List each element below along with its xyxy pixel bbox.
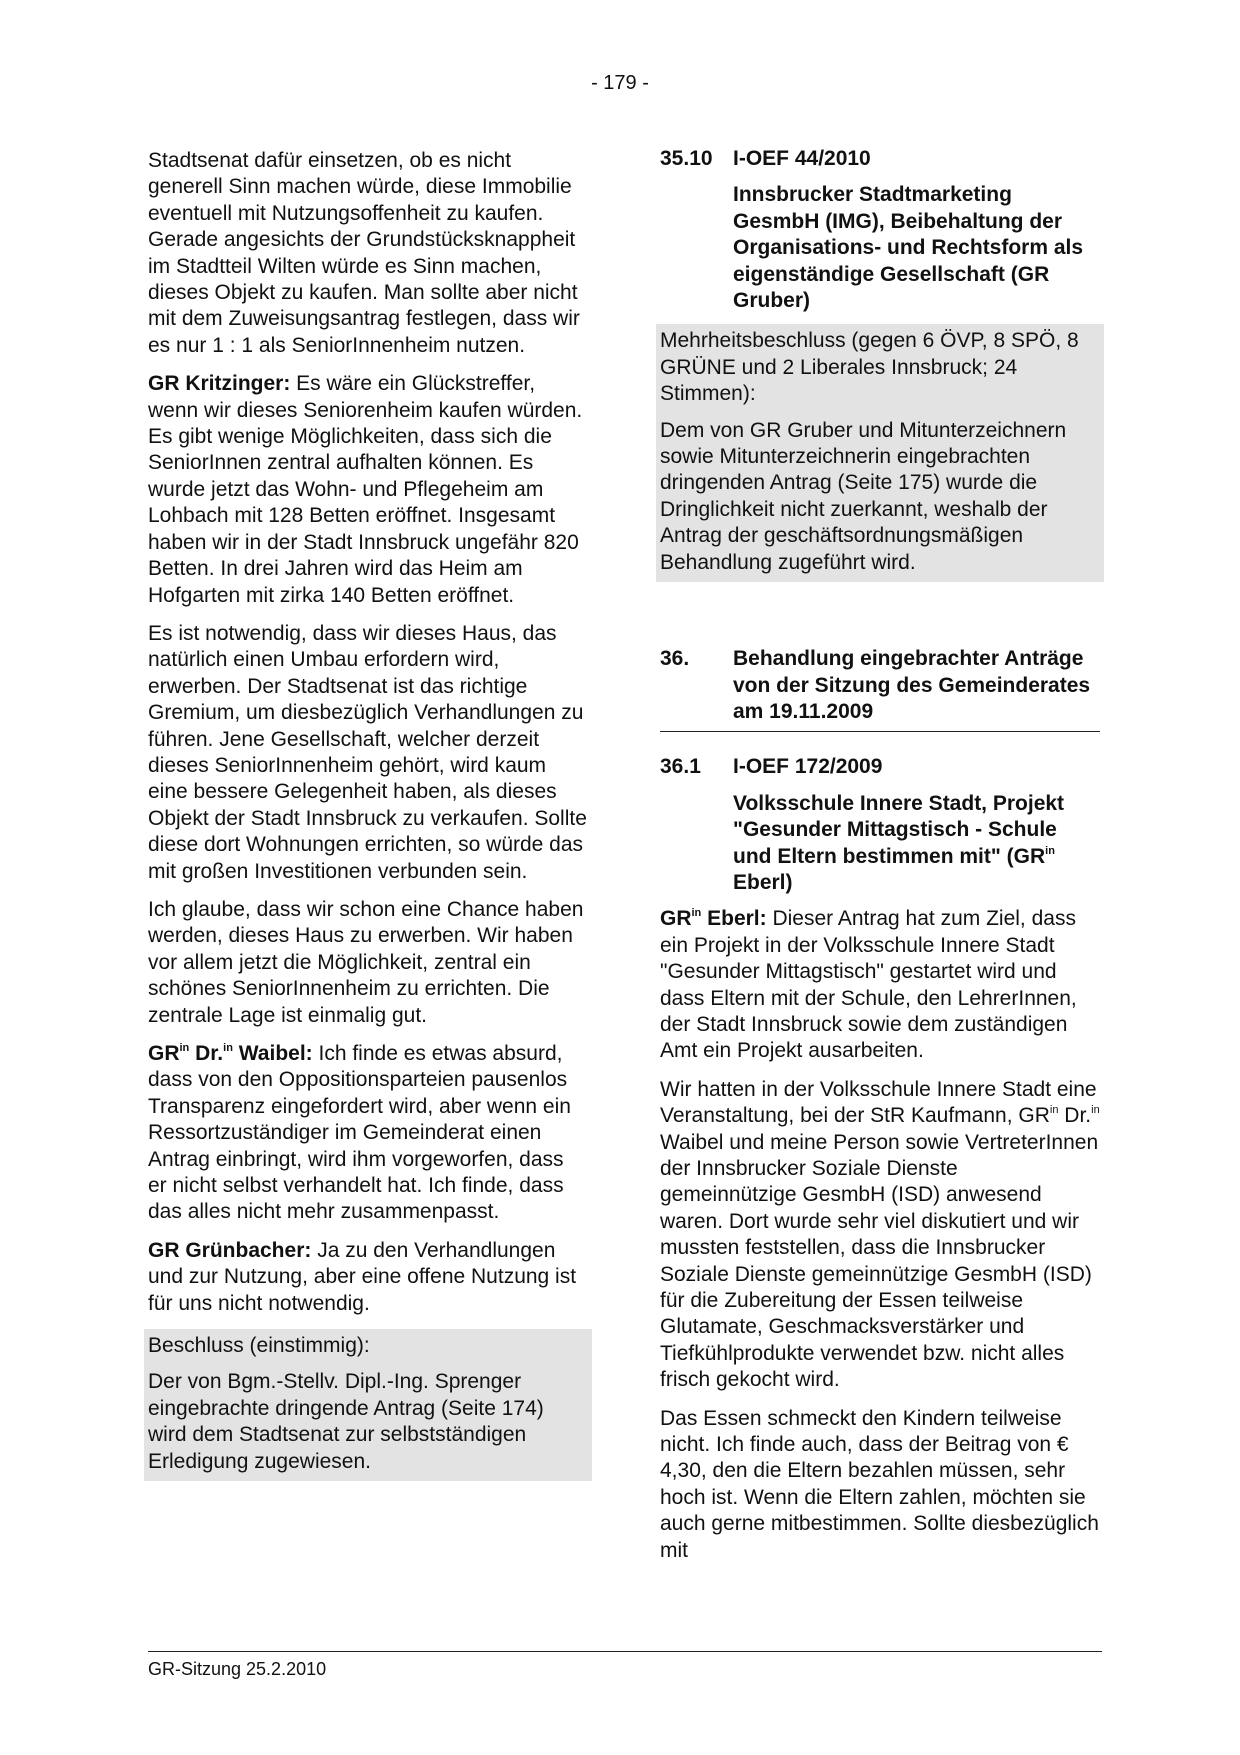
decision-box [656,324,1104,582]
agenda-subtitle: Volksschule Innere Stadt, Projekt "Gesunder Mittagstisch - Schule und Eltern bestimmen mit" ($GR^{in}$ Eberl) [733,791,1065,894]
speech-waibel [148,1041,588,1226]
speaker-name: GR Kritzinger: [148,372,291,396]
page-number: - 179 - [591,72,649,94]
agenda-item-36 [660,646,1100,725]
paragraph: Ich glaube, dass wir schon eine Chance haben werden, dieses Haus zu erwerben. Wir haben vor allem jetzt die Möglichkeit, zentral ein schönes SeniorInnenheim zu errichten. Die zentrale Lage ist einmalig gut. [148,897,584,1027]
speaker-name: $GR^{in}$ Eberl: [660,907,767,931]
agenda-subtitle: Innsbrucker Stadtmarketing GesmbH (IMG), Beibehaltung der Organisations- und Rechtsform als eigenständige Gesellschaft (GR Gruber) [733,183,1084,313]
speech-kritzinger [148,371,588,609]
paragraph: Das Essen schmeckt den Kindern teilweise nicht. Ich finde auch, dass der Beitrag von € 4,30, den die Eltern bezahlen müssen, sehr hoch ist. Wenn die Eltern zahlen, möchten sie auch gerne mitbestimmen. Sollte diesbezüglich mit [660,1406,1099,1562]
decision-title: Beschluss (einstimmig): [148,1334,370,1358]
speaker-name: GR Grünbacher: [148,1238,312,1262]
agenda-title: I-OEF 172/2009 [733,755,883,779]
right-column [660,148,1100,1576]
section-divider [660,731,1100,732]
speech-gruenbacher [148,1238,588,1317]
paragraph: Es ist notwendig, dass wir dieses Haus, das natürlich einen Umbau erfordern wird, erwerben. Der Stadtsenat ist das richtige Gremium, um diesbezüglich Verhandlungen zu führen. Jene Gesellschaft, welcher derzeit dieses SeniorInnenheim gehört, wird kaum eine bessere Gelegenheit haben, als dieses Objekt der Stadt Innsbruck zu verkaufen. Sollte diese dort Wohnungen errichten, so würde das mit großen Investitionen verbunden sein. [148,621,587,883]
footer-text: GR-Sitzung 25.2.2010 [148,1659,327,1679]
agenda-title: Behandlung eingebrachter Anträge von der Sitzung des Gemeinderates am 19.11.2009 [733,647,1091,723]
speech-text: Es wäre ein Glückstreffer, wenn wir dieses Seniorenheim kaufen würden. Es gibt wenige Möglichkeiten, dass sich die SeniorInnen zentral aufhalten können. Es wurde jetzt das Wohn- und Pflegeheim am Lohbach mit 128 Betten eröffnet. Insgesamt haben wir in der Stadt Innsbruck ungefähr 820 Betten. In drei Jahren wird das Heim am Hofgarten mit zirka 140 Betten eröffnet. [148,372,583,607]
agenda-number: 36. [660,647,690,671]
decision-text: Der von Bgm.-Stellv. Dipl.-Ing. Sprenger eingebrachte dringende Antrag (Seite 174) wird dem Stadtsenat zur selbstständigen Erledigung zugewiesen. [148,1370,544,1473]
footer-divider [148,1651,1102,1652]
agenda-number: 36.1 [660,755,701,779]
left-column [148,148,588,1481]
decision-title: Mehrheitsbeschluss (gegen 6 ÖVP, 8 SPÖ, 8 GRÜNE und 2 Liberales Innsbruck; 24 Stimmen): [660,329,1079,406]
decision-text: Dem von GR Gruber und Mitunterzeichnern sowie Mitunterzeichnerin eingebrachten dringenden Antrag (Seite 175) wurde die Dringlichkeit nicht zuerkannt, weshalb der Antrag der geschäftsordnungsmäßigen Behandlung zugeführt wird. [660,418,1067,574]
speech-text: Ja zu den Verhandlungen und zur Nutzung, aber eine offene Nutzung ist für uns nicht notwendig. [148,1238,577,1315]
speech-text: Ich finde es etwas absurd, dass von den Oppositionsparteien pausenlos Transparenz eingefordert wird, aber wenn ein Ressortzuständiger im Gemeinderat einen Antrag einbringt, wird ihm vorgeworfen, dass er nicht selbst verhandelt hat. Ich finde, dass das alles nicht mehr zusammenpasst. [148,1042,571,1224]
speech-text: Dieser Antrag hat zum Ziel, dass ein Projekt in der Volksschule Innere Stadt "Gesunder Mittagstisch" gestartet wird und dass Eltern mit der Schule, den LehrerInnen, der Stadt Innsbruck sowie dem zuständigen Amt ein Projekt ausarbeiten. [660,907,1077,1063]
speech-eberl [660,906,1100,1064]
agenda-item-36-1 [660,754,1100,896]
agenda-item-35-10 [660,146,1100,314]
speaker-name: $GR^{in}$ Dr.$^{in}$ Waibel: [148,1042,313,1065]
paragraph: Wir hatten in der Volksschule Innere Stadt eine Veranstaltung, bei der StR Kaufmann, $GR^{in}$ Dr.$^{in}$ Waibel und meine Person sowie VertreterInnen der Innsbrucker Soziale Dienste gemeinnützige GesmbH (ISD) anwesend waren. Dort wurde sehr viel diskutiert und wir mussten feststellen, dass die Innsbrucker Soziale Dienste gemeinnützige GesmbH (ISD) für die Zubereitung der Essen teilweise Glutamate, Geschmacksverstärker und Tiefkühlprodukte verwendet bzw. nicht alles frisch gekocht wird. [660,1077,1100,1392]
agenda-number: 35.10 [660,147,713,170]
agenda-title: I-OEF 44/2010 [733,147,871,170]
decision-box [144,1329,592,1481]
paragraph: Stadtsenat dafür einsetzen, ob es nicht generell Sinn machen würde, diese Immobilie eventuell mit Nutzungsoffenheit zu kaufen. Gerade angesichts der Grundstücksknappheit im Stadtteil Wilten würde es Sinn machen, dieses Objekt zu kaufen. Man sollte aber nicht mit dem Zuweisungsantrag festlegen, dass wir es nur 1 : 1 als SeniorInnenheim nutzen. [148,149,580,357]
